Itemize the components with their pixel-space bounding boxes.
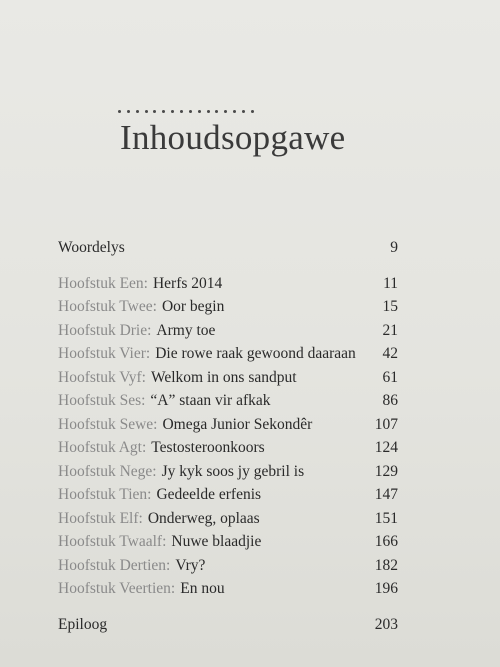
- chapter-title: Herfs 2014: [152, 274, 223, 292]
- chapter-title: Vry?: [175, 556, 206, 574]
- chapter-title: Onderweg, oplaas: [147, 509, 260, 527]
- toc-entry-chapter[interactable]: [58, 295, 398, 319]
- chapter-title: Gedeelde erfenis: [156, 486, 262, 503]
- toc-entry-chapter[interactable]: [58, 342, 398, 366]
- chapter-prefix: Hoofstuk Nege:: [58, 462, 157, 480]
- chapter-title: Omega Junior Sekondêr: [162, 415, 313, 433]
- toc-entry-chapter[interactable]: [58, 460, 398, 484]
- toc-entry-chapter[interactable]: [58, 389, 398, 413]
- chapter-prefix: Hoofstuk Ses:: [58, 392, 146, 409]
- page-title: Inhoudsopgawe: [120, 118, 346, 157]
- toc-page-number: 86: [382, 392, 398, 409]
- toc-entry-chapter[interactable]: [58, 413, 398, 437]
- toc-page-number: 203: [374, 615, 398, 633]
- decorative-dot-rule: [118, 108, 254, 114]
- toc-entry-label: Epiloog: [58, 615, 108, 633]
- table-of-contents: [58, 236, 398, 636]
- chapter-title: Oor begin: [161, 298, 225, 315]
- chapter-prefix: Hoofstuk Vyf:: [58, 368, 146, 386]
- chapter-title: Welkom in ons sandput: [150, 368, 297, 386]
- chapter-prefix: Hoofstuk Agt:: [58, 439, 147, 456]
- chapter-prefix: Hoofstuk Elf:: [58, 509, 143, 527]
- toc-entry-label: Woordelys: [58, 239, 125, 256]
- toc-entry-chapter[interactable]: [58, 530, 398, 554]
- toc-page-number: 15: [382, 298, 398, 315]
- toc-page-number: 107: [374, 415, 398, 433]
- toc-page-number: 196: [374, 580, 398, 597]
- toc-page-number: 129: [374, 462, 398, 480]
- toc-page-number: 147: [374, 486, 398, 503]
- chapter-title: Nuwe blaadjie: [171, 533, 262, 550]
- chapter-title: Testosteroonkoors: [151, 439, 265, 456]
- toc-page-number: 42: [382, 345, 398, 362]
- chapter-prefix: Hoofstuk Veertien:: [58, 580, 176, 597]
- toc-page-number: 166: [374, 533, 398, 550]
- chapter-title: Die rowe raak gewoond daaraan: [155, 345, 356, 362]
- chapter-prefix: Hoofstuk Tien:: [58, 486, 152, 503]
- toc-page-number: 61: [382, 368, 398, 386]
- toc-entry-chapter[interactable]: [58, 554, 398, 578]
- toc-page-number: 9: [390, 239, 398, 256]
- chapter-prefix: Hoofstuk Vier:: [58, 345, 151, 362]
- toc-entry-epilogue[interactable]: [58, 613, 398, 637]
- toc-page-number: 11: [383, 274, 398, 292]
- chapter-prefix: Hoofstuk Sewe:: [58, 415, 158, 433]
- toc-entry-chapter[interactable]: [58, 483, 398, 507]
- chapter-title: En nou: [180, 580, 225, 597]
- toc-entry-chapter[interactable]: [58, 366, 398, 390]
- toc-page-number: 151: [374, 509, 398, 527]
- toc-entry-glossary[interactable]: [58, 236, 398, 260]
- toc-page-number: 182: [374, 556, 398, 574]
- chapter-prefix: Hoofstuk Een:: [58, 274, 148, 292]
- chapter-title: Army toe: [156, 321, 216, 339]
- toc-entry-chapter[interactable]: [58, 272, 398, 296]
- toc-entry-chapter[interactable]: [58, 436, 398, 460]
- toc-entry-chapter[interactable]: [58, 319, 398, 343]
- toc-page-number: 124: [374, 439, 398, 456]
- chapter-prefix: Hoofstuk Dertien:: [58, 556, 171, 574]
- chapter-title: “A” staan vir afkak: [150, 392, 271, 409]
- chapter-prefix: Hoofstuk Twee:: [58, 298, 157, 315]
- chapter-prefix: Hoofstuk Drie:: [58, 321, 152, 339]
- toc-entry-chapter[interactable]: [58, 577, 398, 601]
- toc-page-number: 21: [382, 321, 398, 339]
- chapter-title: Jy kyk soos jy gebril is: [161, 462, 305, 480]
- chapter-prefix: Hoofstuk Twaalf:: [58, 533, 167, 550]
- toc-entry-chapter[interactable]: [58, 507, 398, 531]
